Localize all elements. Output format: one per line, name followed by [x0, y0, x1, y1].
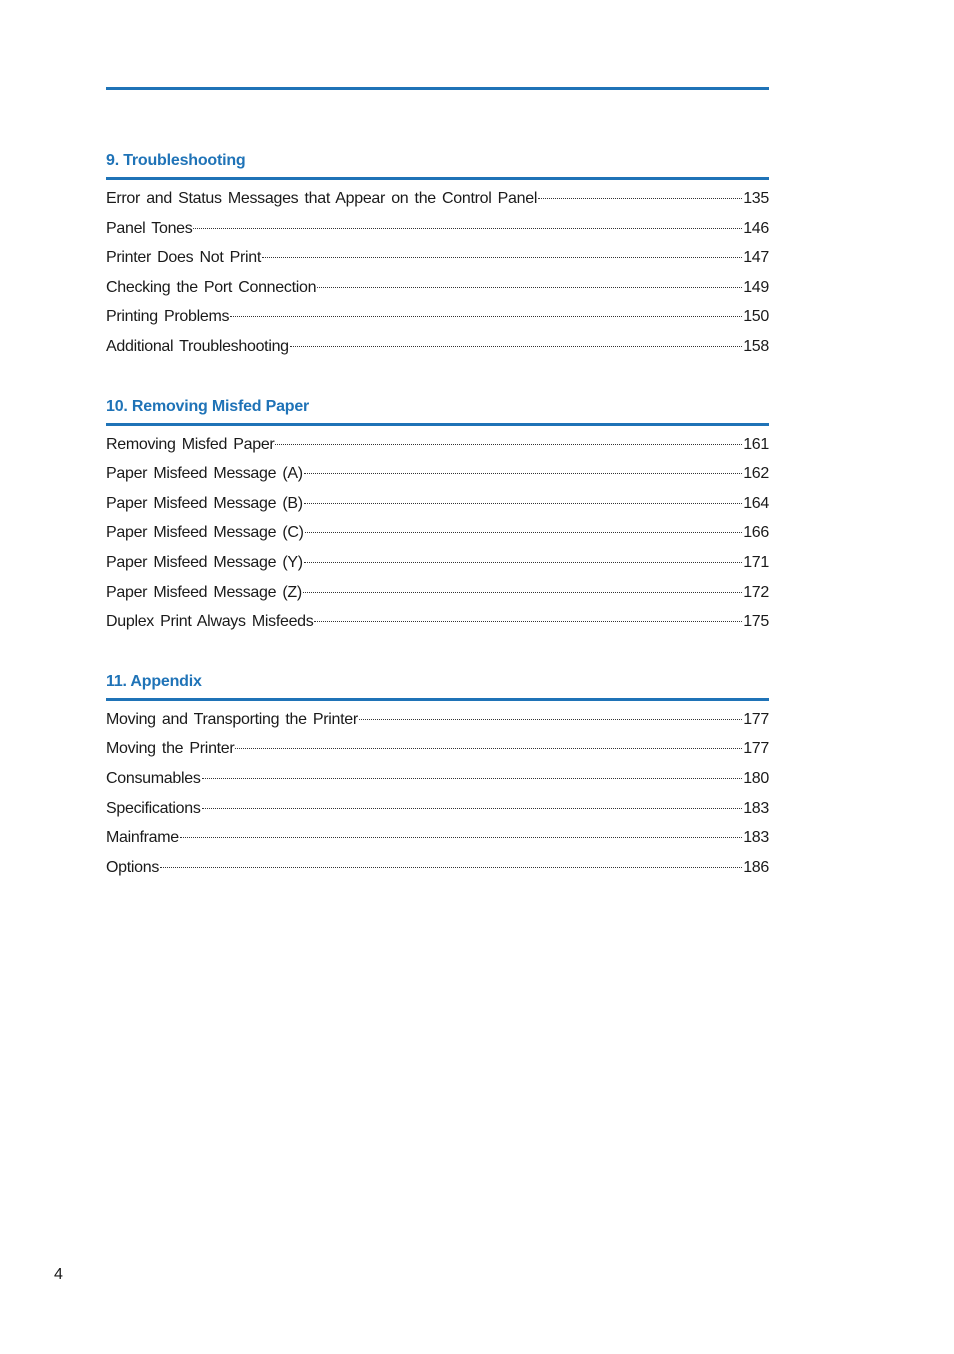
section-troubleshooting	[106, 150, 769, 362]
toc-entry[interactable]	[106, 607, 769, 637]
toc-entry[interactable]	[106, 734, 769, 764]
toc-entry-page: 166	[743, 524, 769, 542]
toc-entry-title: Moving the Printer	[106, 740, 235, 758]
dot-leader	[275, 443, 742, 445]
section-heading: 10. Removing Misfed Paper	[106, 396, 769, 426]
toc-entry-title: Printer Does Not Print	[106, 249, 262, 267]
toc-entry[interactable]	[106, 764, 769, 794]
dot-leader	[305, 531, 743, 533]
toc-entry[interactable]	[106, 794, 769, 824]
toc-entry-title: Options	[106, 858, 160, 876]
toc-entry-title: Consumables	[106, 769, 201, 787]
dot-leader	[304, 472, 742, 474]
dot-leader	[160, 866, 742, 868]
toc-entry-title: Error and Status Messages that Appear on the Control Panel	[106, 190, 538, 207]
dot-leader	[304, 561, 742, 563]
toc-entry-title: Removing Misfed Paper	[106, 435, 275, 453]
dot-leader	[303, 591, 742, 593]
dot-leader	[317, 286, 742, 288]
toc-entry[interactable]	[106, 578, 769, 608]
toc-entry-title: Specifications	[106, 799, 201, 817]
toc-entry[interactable]	[106, 518, 769, 548]
toc-entry-page: 183	[743, 799, 769, 817]
dot-leader	[538, 197, 742, 199]
toc-entry-title: Paper Misfeed Message (C)	[106, 524, 304, 542]
toc-entry-page: 146	[743, 219, 769, 237]
section-removing-misfed-paper	[106, 396, 769, 637]
dot-leader	[304, 502, 742, 504]
toc-entry-title: Additional Troubleshooting	[106, 337, 289, 355]
dot-leader	[230, 315, 742, 317]
toc-entry-title: Printing Problems	[106, 308, 230, 326]
toc-entry-title: Panel Tones	[106, 219, 193, 237]
toc-entry-page: 171	[743, 553, 769, 571]
table-of-contents	[106, 150, 769, 916]
dot-leader	[193, 227, 742, 229]
dot-leader	[262, 256, 742, 258]
toc-entry[interactable]	[106, 459, 769, 489]
toc-entry-page: 162	[743, 465, 769, 483]
toc-entry-page: 164	[743, 494, 769, 512]
toc-entry-page: 177	[743, 710, 769, 728]
toc-entry[interactable]	[106, 823, 769, 853]
toc-entry[interactable]	[106, 184, 769, 214]
toc-entry-page: 177	[743, 740, 769, 758]
toc-entry[interactable]	[106, 705, 769, 735]
toc-entry[interactable]	[106, 302, 769, 332]
toc-entry-title: Moving and Transporting the Printer	[106, 710, 358, 728]
toc-entry-page: 175	[743, 613, 769, 631]
dot-leader	[235, 747, 742, 749]
toc-entry[interactable]	[106, 273, 769, 303]
toc-entry-page: 180	[743, 769, 769, 787]
top-rule	[106, 87, 769, 90]
toc-entry-page: 158	[743, 337, 769, 355]
toc-entry-page: 135	[743, 190, 769, 207]
toc-entry-title: Checking the Port Connection	[106, 278, 317, 296]
toc-entry[interactable]	[106, 853, 769, 883]
dot-leader	[359, 718, 742, 720]
toc-entry-page: 149	[743, 278, 769, 296]
dot-leader	[202, 777, 743, 779]
toc-entry-title: Paper Misfeed Message (Y)	[106, 553, 303, 571]
section-appendix	[106, 671, 769, 883]
toc-entry[interactable]	[106, 489, 769, 519]
dot-leader	[314, 620, 742, 622]
toc-entry[interactable]	[106, 243, 769, 273]
toc-entry-page: 147	[743, 249, 769, 267]
toc-entry-page: 150	[743, 308, 769, 326]
toc-entry-title: Paper Misfeed Message (Z)	[106, 583, 302, 601]
dot-leader	[180, 836, 742, 838]
toc-entry-title: Duplex Print Always Misfeeds	[106, 613, 314, 631]
dot-leader	[202, 807, 743, 809]
toc-entry[interactable]	[106, 332, 769, 362]
toc-entry-page: 161	[743, 435, 769, 453]
dot-leader	[290, 345, 742, 347]
toc-entry[interactable]	[106, 548, 769, 578]
toc-entry-page: 183	[743, 829, 769, 847]
toc-entry[interactable]	[106, 214, 769, 244]
toc-entry-page: 172	[743, 583, 769, 601]
toc-entry-page: 186	[743, 858, 769, 876]
section-heading: 11. Appendix	[106, 671, 769, 701]
toc-entry-title: Mainframe	[106, 829, 179, 847]
toc-entry[interactable]	[106, 430, 769, 460]
page-number: 4	[54, 1266, 63, 1283]
toc-entry-title: Paper Misfeed Message (A)	[106, 465, 303, 483]
section-heading: 9. Troubleshooting	[106, 150, 769, 180]
toc-entry-title: Paper Misfeed Message (B)	[106, 494, 303, 512]
